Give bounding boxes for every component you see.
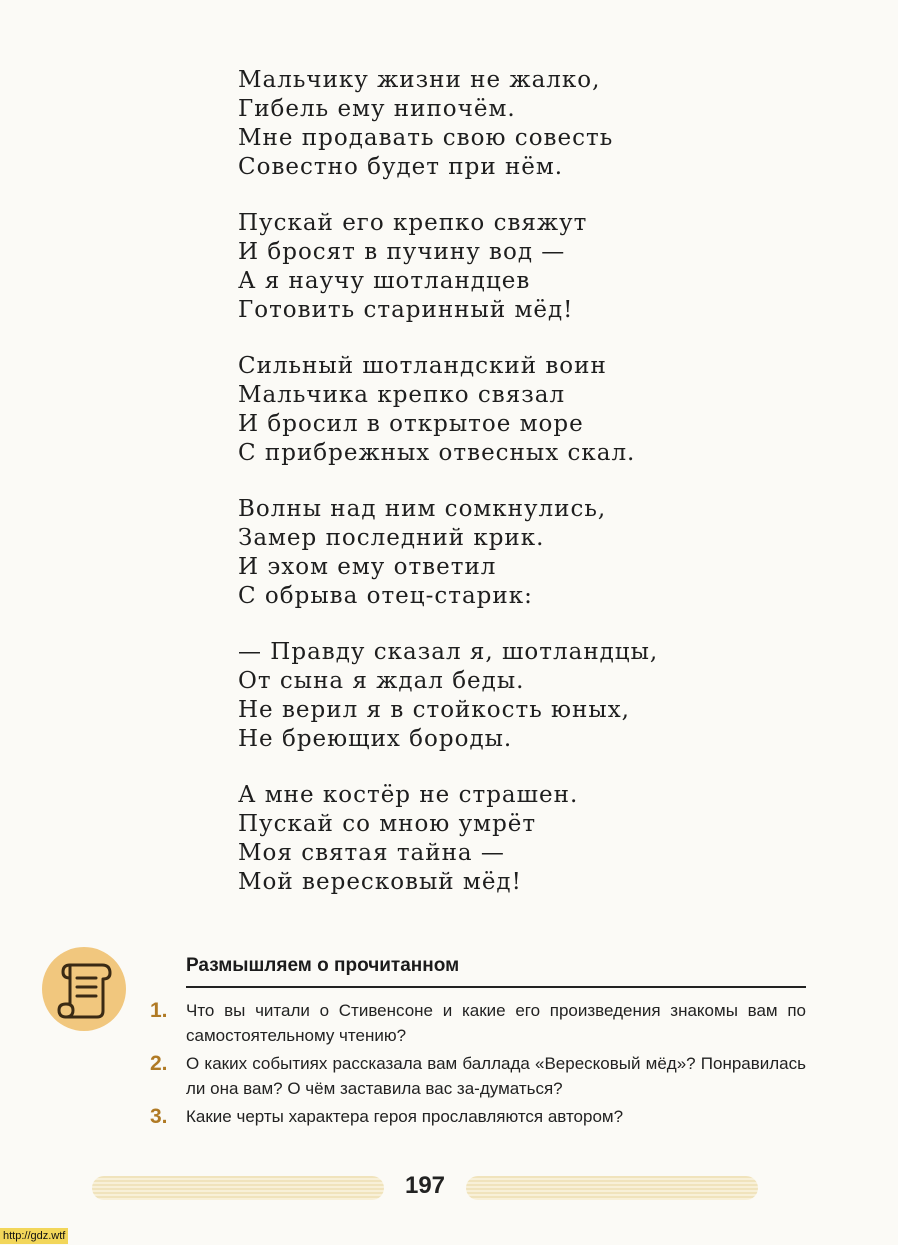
poem-line: Пускай его крепко свяжут xyxy=(238,210,588,236)
poem-line: И эхом ему ответил xyxy=(238,554,497,580)
poem-line: Не верил я в стойкость юных, xyxy=(238,697,630,723)
watermark-link[interactable]: http://gdz.wtf xyxy=(0,1228,68,1244)
poem-line: Мальчику жизни не жалко, xyxy=(238,67,601,93)
poem-line: Пускай со мною умрёт xyxy=(238,811,537,837)
poem-line: Сильный шотландский воин xyxy=(238,353,607,379)
question-number: 2. xyxy=(150,1052,168,1075)
question-item xyxy=(150,1104,806,1129)
poem-line: И бросят в пучину вод — xyxy=(238,239,566,265)
poem-line: — Правду сказал я, шотландцы, xyxy=(238,639,659,665)
poem xyxy=(238,66,758,924)
question-text: О каких событиях рассказала вам баллада «Вересковый мёд»? Понравилась ли она вам? О чём заставила вас за-думаться? xyxy=(186,1054,806,1098)
poem-line: Не бреющих бороды. xyxy=(238,726,513,752)
poem-line: Мне продавать свою совесть xyxy=(238,125,614,151)
poem-line: А мне костёр не страшен. xyxy=(238,782,579,808)
poem-line: С прибрежных отвесных скал. xyxy=(238,440,636,466)
poem-line: Готовить старинный мёд! xyxy=(238,297,574,323)
question-number: 1. xyxy=(150,999,168,1022)
poem-line: Мой вересковый мёд! xyxy=(238,869,522,895)
stanza xyxy=(238,66,758,182)
poem-line: Мальчика крепко связал xyxy=(238,382,566,408)
section-divider xyxy=(186,986,806,988)
poem-line: Волны над ним сомкнулись, xyxy=(238,496,607,522)
scroll-icon xyxy=(40,945,128,1033)
poem-line: И бросил в открытое море xyxy=(238,411,584,437)
question-text: Что вы читали о Стивенсоне и какие его произведения знакомы вам по самостоятельному чтению? xyxy=(186,1001,806,1045)
stanza xyxy=(238,781,758,897)
poem-line: Совестно будет при нём. xyxy=(238,154,564,180)
question-text: Какие черты характера героя прославляются автором? xyxy=(186,1107,624,1126)
section-title: Размышляем о прочитанном xyxy=(186,955,460,976)
question-number: 3. xyxy=(150,1105,168,1128)
question-item xyxy=(150,998,806,1048)
footer-decoration-right xyxy=(466,1176,758,1200)
stanza xyxy=(238,495,758,611)
poem-line: С обрыва отец-старик: xyxy=(238,583,533,609)
poem-line: Замер последний крик. xyxy=(238,525,545,551)
stanza xyxy=(238,352,758,468)
poem-line: От сына я ждал беды. xyxy=(238,668,525,694)
question-item xyxy=(150,1051,806,1101)
poem-line: А я научу шотландцев xyxy=(238,268,531,294)
questions-list xyxy=(150,998,806,1132)
poem-line: Моя святая тайна — xyxy=(238,840,505,866)
stanza xyxy=(238,209,758,325)
poem-line: Гибель ему нипочём. xyxy=(238,96,516,122)
page-number: 197 xyxy=(404,1172,446,1199)
footer-decoration-left xyxy=(92,1176,384,1200)
stanza xyxy=(238,638,758,754)
